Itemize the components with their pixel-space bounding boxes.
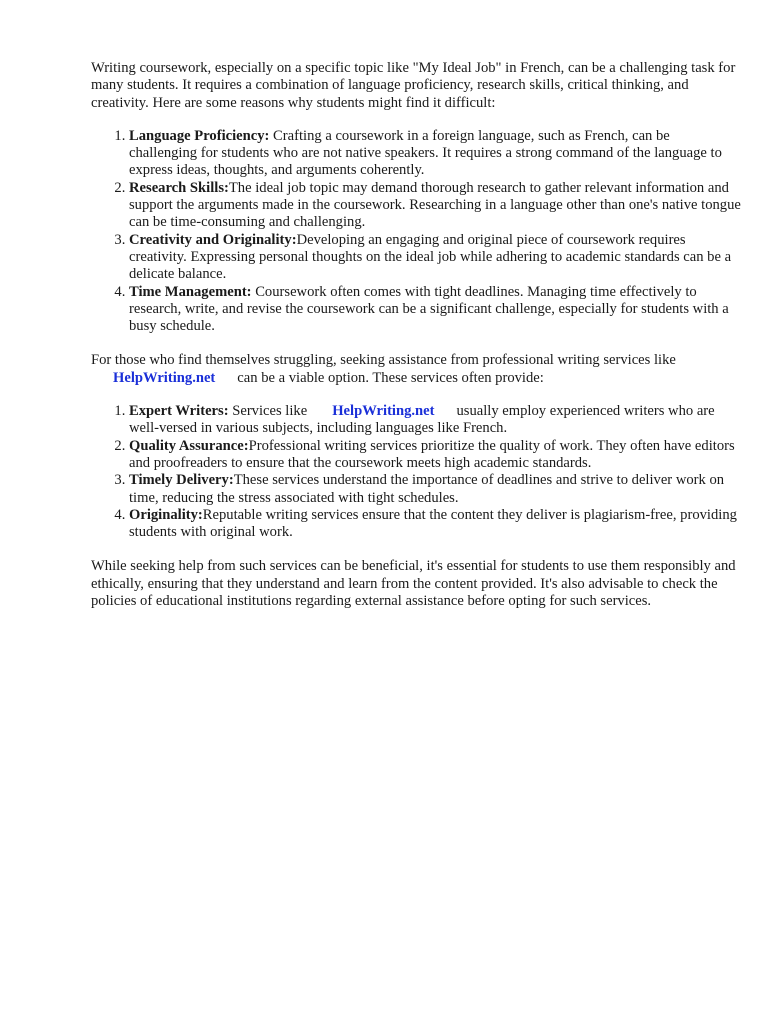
list-item-text: Crafting a coursework in a foreign language, such as French, can be challenging for students who are not native speakers. It requires a strong command of the language to express ideas, thoughts, and arguments coherently. — [129, 127, 722, 179]
list-item-text: usually employ experienced writers who are well-versed in various subjects, including languages like French. — [129, 403, 715, 437]
list-item-term: Research Skills: — [129, 179, 229, 196]
list-item-text: These services understand the importance of deadlines and strive to deliver work on time, reducing the stress associated with tight schedules. — [129, 472, 725, 506]
services-intro-text-after: can be a viable option. These services often provide: — [237, 369, 544, 386]
list-item-text: Reputable writing services ensure that the content they deliver is plagiarism-free, providing students with original work. — [129, 506, 737, 541]
list-item-term: Language Proficiency: — [129, 127, 270, 144]
closing-paragraph: While seeking help from such services can be beneficial, it's essential for students to use them responsibly and ethically, ensuring that they understand and learn from the content provided. It's also advisable to check the policies of educational institutions regarding external assistance before opting for such services. — [91, 558, 736, 610]
list-item — [129, 180, 741, 232]
list-item-term: Originality: — [129, 506, 203, 523]
list-item — [129, 472, 741, 507]
list-item — [129, 284, 741, 336]
intro-paragraph: Writing coursework, especially on a specific topic like "My Ideal Job" in French, can be a challenging task for many students. It requires a combination of language proficiency, research skills, critical thinking, and creativity. Here are some reasons why students might find it difficult: — [91, 60, 736, 111]
helpwriting-link[interactable]: HelpWriting.net — [332, 403, 435, 420]
list-item — [129, 507, 741, 542]
list-item — [129, 232, 741, 284]
list-item-term: Quality Assurance: — [129, 437, 249, 454]
list-item-term: Creativity and Originality: — [129, 231, 297, 248]
list-item-text: The ideal job topic may demand thorough research to gather relevant information and support the arguments made in the coursework. Researching in a language other than one's native tongue can be time-consuming and challenging. — [129, 179, 741, 231]
list-item-term: Time Management: — [129, 283, 252, 300]
list-item-text: Developing an engaging and original piece of coursework requires creativity. Expressing personal thoughts on the ideal job while adhering to academic standards can be a delicate balance. — [129, 231, 732, 283]
list-item-text: Services like — [232, 403, 308, 420]
list-item — [129, 128, 741, 180]
services-intro-text: For those who find themselves struggling, seeking assistance from professional writing services like — [91, 352, 676, 369]
helpwriting-link[interactable]: HelpWriting.net — [113, 369, 216, 386]
list-item-text: Coursework often comes with tight deadlines. Managing time effectively to research, write, and revise the coursework can be a significant challenge, especially for students with a busy schedule. — [129, 283, 729, 335]
reasons-list — [91, 128, 741, 336]
services-intro-paragraph — [91, 352, 741, 387]
list-item — [129, 438, 741, 473]
list-item-term: Expert Writers: — [129, 403, 229, 420]
list-item-text: Professional writing services prioritize the quality of work. They often have editors and proofreaders to ensure that the coursework meets high academic standards. — [129, 437, 735, 471]
document-body — [91, 60, 741, 610]
services-list — [91, 403, 741, 541]
list-item — [129, 403, 741, 438]
list-item-term: Timely Delivery: — [129, 472, 234, 489]
